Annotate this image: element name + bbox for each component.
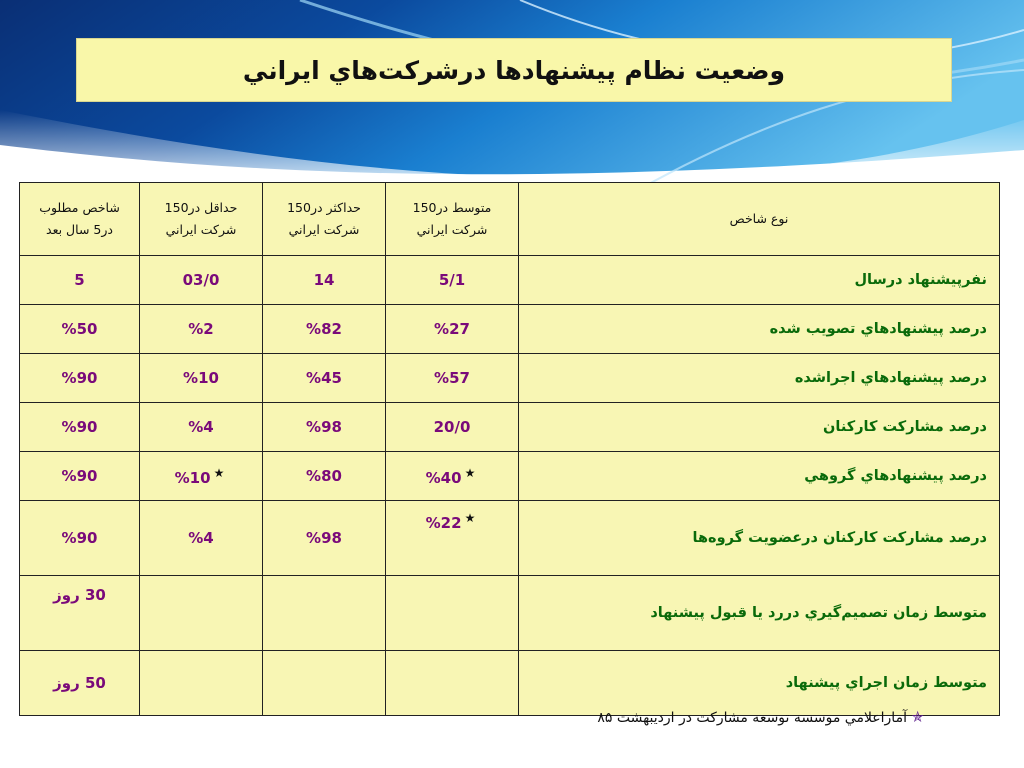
cell-min: %2 [140,305,263,354]
cell-max: %98 [263,501,386,576]
cell-target: %90 [20,452,140,501]
cell-avg: 20/0 [386,403,519,452]
cell-value: 30 روز [53,586,106,604]
table-row [20,576,1000,651]
cell-target: 5 [20,256,140,305]
cell-target [20,651,140,716]
cell-min: %10 [140,354,263,403]
table-row [20,256,1000,305]
cell-value: %10 [174,468,211,487]
cell-max: 14 [263,256,386,305]
header-target: شاخص مطلوب در5 سال بعد [20,183,140,256]
cell-indicator: درصد پيشنهادهاي تصويب شده [519,305,1000,354]
indicators-table [19,182,1000,716]
table-row [20,354,1000,403]
cell-min: %4 [140,403,263,452]
cell-value: %22 [425,514,462,532]
cell-value: 50 روز [53,674,106,692]
table-row [20,305,1000,354]
cell-avg [386,651,519,716]
cell-avg [386,576,519,651]
title-banner [76,38,952,102]
cell-target: %50 [20,305,140,354]
header-avg: متوسط در150 شركت ايراني [386,183,519,256]
cell-max [263,576,386,651]
cell-target [20,576,140,651]
table-row [20,651,1000,716]
cell-avg [386,501,519,576]
cell-avg: %27 [386,305,519,354]
cell-indicator: درصد مشاركت كاركنان درعضويت گروه‌ها [519,501,1000,576]
cell-indicator: متوسط زمان تصميم‌گيري دررد يا قبول پيشنهاد [519,576,1000,651]
table-row [20,452,1000,501]
header-min: حداقل در150 شركت ايراني [140,183,263,256]
star-icon: ★ [464,465,476,480]
header-max: حداكثر در150 شركت ايراني [263,183,386,256]
cell-indicator: متوسط زمان اجراي پيشنهاد [519,651,1000,716]
cell-max: %45 [263,354,386,403]
cell-min: 03/0 [140,256,263,305]
cell-indicator: درصد مشاركت كاركنان [519,403,1000,452]
table-row [20,501,1000,576]
cell-avg: %57 [386,354,519,403]
cell-min: %4 [140,501,263,576]
cell-min [140,576,263,651]
cell-target: %90 [20,354,140,403]
cell-target: %90 [20,501,140,576]
cell-value: %40 [425,468,462,487]
footnote [520,708,924,726]
cell-min [140,651,263,716]
cell-indicator: نفرپيشنهاد درسال [519,256,1000,305]
star-icon: ★ [464,511,476,525]
cell-max: %80 [263,452,386,501]
cell-avg: 5/1 [386,256,519,305]
cell-avg [386,452,519,501]
table-header-row [20,183,1000,256]
footnote-text: آماراعلامي موسسه توسعه مشاركت در ارديبهشت ۸۵ [597,710,907,726]
cell-indicator: درصد پيشنهادهاي گروهي [519,452,1000,501]
cell-target: %90 [20,403,140,452]
cell-min [140,452,263,501]
cell-indicator: درصد پيشنهادهاي اجراشده [519,354,1000,403]
cell-max [263,651,386,716]
footnote-star-icon: ✯ [911,708,924,726]
star-icon: ★ [213,465,225,480]
page-title: وضعيت نظام پيشنهادها درشركت‌هاي ايراني [242,55,786,85]
header-indicator: نوع شاخص [519,183,1000,256]
cell-max: %82 [263,305,386,354]
cell-max: %98 [263,403,386,452]
table-row [20,403,1000,452]
